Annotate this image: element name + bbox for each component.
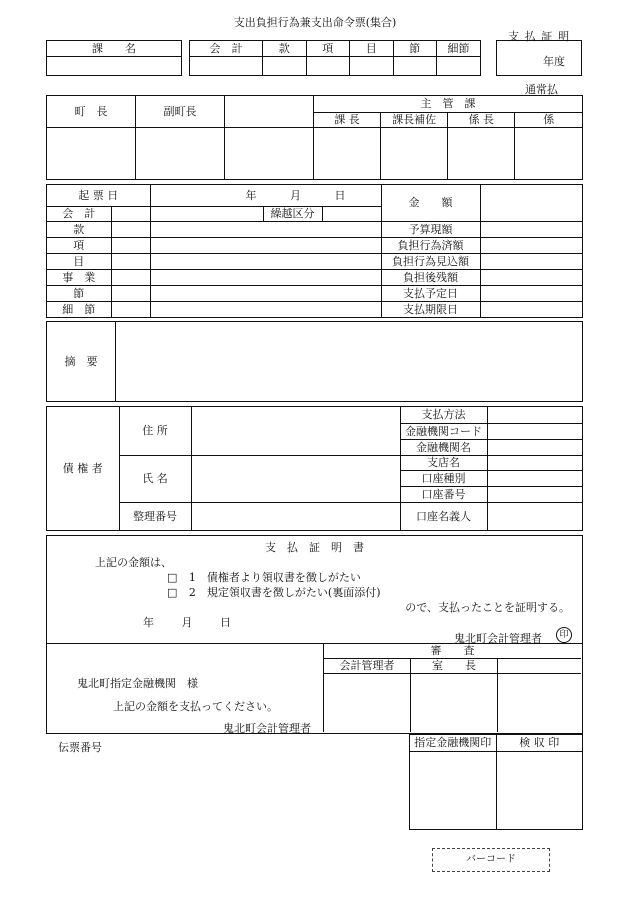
creditor-name-field[interactable] [191,455,400,502]
creditor-name-label: 氏 名 [119,455,191,502]
setsu-name-field[interactable] [150,285,381,301]
saisetsu-code-field[interactable] [111,301,150,317]
lead-section-label: 主 管 課 [314,96,583,112]
approval-box [46,95,583,180]
kan-name-field[interactable] [150,221,381,237]
remaining-label: 負担後残額 [381,269,480,285]
kou-header: 項 [306,41,350,56]
unit-chief-label: 係 長 [448,112,515,127]
payment-method-field[interactable] [487,407,582,423]
kou-field[interactable] [306,56,350,75]
option-2-text: 2 規定領収書を徴しがたい(裏面添付) [188,586,381,599]
blank-approval-header [225,96,314,127]
mayor-label: 町 長 [47,96,136,127]
blank-stamp-area[interactable] [225,127,314,179]
stamps-box [409,734,583,830]
certificate-date[interactable] [143,614,231,630]
review-table [323,644,581,732]
branch-name-field[interactable] [487,455,582,470]
option-1-checkbox[interactable]: □ [167,571,178,584]
bank-seal-area[interactable] [410,751,496,829]
assistant-chief-stamp-area[interactable] [381,127,448,179]
scheduled-payment-label: 支払予定日 [381,285,480,301]
kan-header: 款 [263,41,307,56]
reference-number-label: 整理番号 [119,502,191,530]
form-title: 支出負担行為兼支出命令票(集合) [233,16,397,29]
project-code-field[interactable] [111,269,150,285]
date-year-unit: 年 [245,188,257,202]
section-chief-label: 課 長 [314,112,381,127]
commitment-done-label: 負担行為済額 [381,237,480,253]
cert-day-unit: 日 [220,616,231,629]
bank-order-box [46,643,583,734]
account-type-label: 口座種別 [400,470,487,486]
summary-box [46,321,583,402]
left-label-saisetsu: 細 節 [47,301,111,317]
slip-number-label: 伝票番号 [58,741,102,754]
saisetsu-header: 細節 [437,41,481,56]
summary-field[interactable] [116,322,583,401]
moku-header: 目 [350,41,394,56]
date-month-unit: 月 [290,188,301,202]
amount-label: 金 額 [381,185,480,221]
left-label-kou: 項 [47,237,111,253]
scheduled-payment-field[interactable] [480,285,582,301]
setsu-field[interactable] [393,56,437,75]
option-1-text: 1 債権者より領収書を徴しがたい [188,571,361,584]
address-label: 住 所 [119,407,191,455]
carryover-label: 繰越区分 [263,206,322,221]
unit-chief-stamp-area[interactable] [448,127,515,179]
moku-field[interactable] [350,56,394,75]
creditor-box [46,406,583,531]
bank-code-field[interactable] [487,423,582,439]
payment-deadline-field[interactable] [480,301,582,317]
payment-cert-label: 支 払 証 明 [508,30,571,43]
amount-field[interactable] [480,185,582,221]
staff-stamp-area[interactable] [515,127,582,179]
kou-name-field[interactable] [150,237,381,253]
creditor-group-label: 債 権 者 [47,407,119,530]
summary-label: 摘 要 [47,322,116,401]
account-number-field[interactable] [487,486,582,502]
branch-name-label: 支店名 [400,455,487,470]
payment-deadline-label: 支払期限日 [381,301,480,317]
option-1[interactable] [167,569,361,585]
budget-current-field[interactable] [480,221,582,237]
inspection-seal-label: 検 収 印 [496,735,582,751]
project-name-field[interactable] [150,269,381,285]
kan-field[interactable] [263,56,307,75]
reference-number-field[interactable] [191,502,400,530]
bank-code-label: 金融機関コード [400,423,487,439]
certificate-title: 支 払 証 明 書 [265,541,364,554]
setsu-header: 節 [393,41,437,56]
bank-order-instruction: 上記の金額を支払ってください。 [113,700,278,713]
review-title: 審 査 [324,644,582,658]
regular-payment-label: 通常払 [525,83,558,96]
left-label-setsu: 節 [47,285,111,301]
bank-name-field[interactable] [487,439,582,455]
date-day-unit: 日 [334,188,346,202]
carryover-field[interactable] [322,206,381,221]
staff-label: 係 [515,112,582,127]
section-name-field[interactable] [47,56,181,75]
section-name-label: 課 名 [47,41,181,56]
barcode-box [432,848,550,872]
fiscal-year-box[interactable] [496,40,582,76]
left-label-moku: 目 [47,253,111,269]
deputy-mayor-label: 副町長 [136,96,225,127]
saisetsu-field[interactable] [437,56,481,75]
deputy-mayor-stamp-area[interactable] [136,127,225,179]
certificate-signer: 鬼北町会計管理者 [454,632,542,645]
left-label-account: 会 計 [47,206,111,221]
issue-date-label: 起 票 日 [47,185,150,206]
account-header: 会 計 [190,41,263,56]
review-accounting-manager-label: 会計管理者 [324,658,411,673]
commitment-expected-field[interactable] [480,253,582,269]
main-form-box [46,184,583,318]
budget-code-box [189,40,481,76]
saisetsu-name-field[interactable] [150,301,381,317]
option-2-checkbox[interactable]: □ [167,586,178,599]
cert-year-unit: 年 [143,616,154,629]
account-holder-label: 口座名義人 [400,502,487,530]
moku-code-field[interactable] [111,253,150,269]
review-office-chief-stamp[interactable] [411,673,498,732]
account-code-field[interactable] [111,206,150,221]
review-blank-label [498,658,582,673]
left-label-project: 事 業 [47,269,111,285]
certificate-statement: ので、支払ったことを証明する。 [405,601,570,614]
bank-name-label: 金融機関名 [400,439,487,455]
fiscal-year-label: 年度 [543,55,565,68]
commitment-expected-label: 負担行為見込額 [381,253,480,269]
issue-date-field[interactable] [150,185,381,206]
section-name-box [46,40,182,76]
account-number-label: 口座番号 [400,486,487,502]
cert-month-unit: 月 [181,616,193,629]
address-field[interactable] [191,407,400,455]
kou-code-field[interactable] [111,237,150,253]
inspection-seal-area[interactable] [496,751,582,829]
account-holder-field[interactable] [487,502,582,530]
review-blank-stamp[interactable] [498,673,582,732]
seal-mark: 印 [556,627,572,643]
setsu-code-field[interactable] [111,285,150,301]
left-label-kan: 款 [47,221,111,237]
bank-order-addressee: 鬼北町指定金融機関 様 [77,677,198,690]
barcode-label: バーコード [466,854,516,865]
kan-code-field[interactable] [111,221,150,237]
budget-current-label: 予算現額 [381,221,480,237]
payment-method-label: 支払方法 [400,407,487,423]
option-2[interactable] [167,584,381,600]
certificate-intro: 上記の金額は、 [95,556,172,569]
assistant-chief-label: 課長補佐 [381,112,448,127]
commitment-done-field[interactable] [480,237,582,253]
remaining-field[interactable] [480,269,582,285]
bank-seal-label: 指定金融機関印 [410,735,496,751]
account-field[interactable] [190,56,263,75]
moku-name-field[interactable] [150,253,381,269]
section-chief-stamp-area[interactable] [314,127,381,179]
account-name-field[interactable] [150,206,263,221]
review-accounting-manager-stamp[interactable] [324,673,411,732]
review-office-chief-label: 室 長 [411,658,498,673]
bank-order-signer: 鬼北町会計管理者 [223,722,311,735]
mayor-stamp-area[interactable] [47,127,136,179]
account-type-field[interactable] [487,470,582,486]
certificate-box [46,535,583,646]
